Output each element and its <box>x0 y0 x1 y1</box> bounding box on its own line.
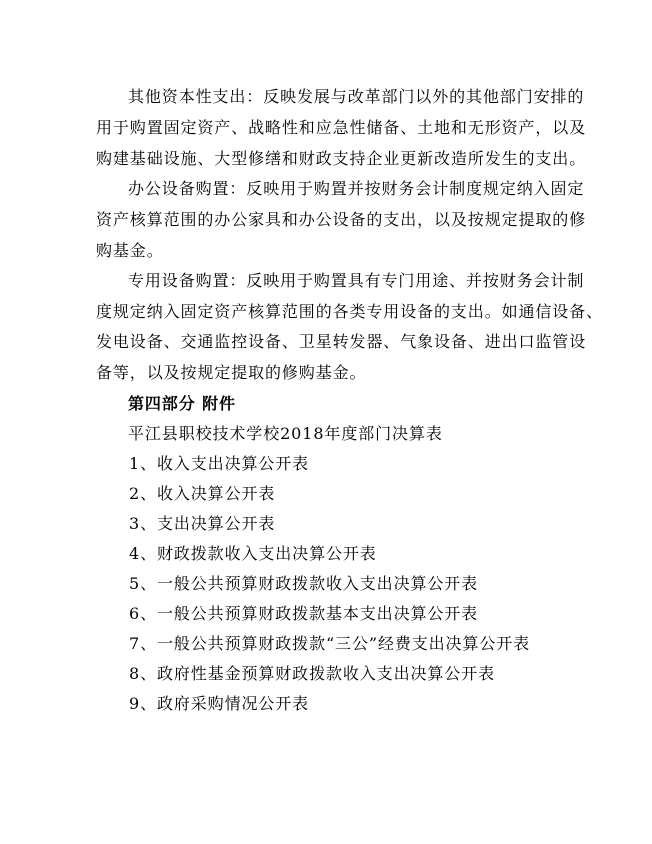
paragraph-special-equipment-line-2: 度规定纳入固定资产核算范围的各类专用设备的支出。如通信设备、 <box>96 302 604 321</box>
section-heading: 第四部分 附件 <box>128 394 236 413</box>
paragraph-special-equipment-line-1: 专用设备购置：反映用于购置具有专门用途、并按财务会计制 <box>128 271 585 290</box>
attachment-list-item-9: 9、政府采购情况公开表 <box>129 694 310 713</box>
attachment-list-item-3: 3、支出决算公开表 <box>129 514 276 533</box>
section-subtitle: 平江县职校技术学校2018年度部门决算表 <box>128 424 443 443</box>
attachment-list-item-4: 4、财政拨款收入支出决算公开表 <box>129 544 377 563</box>
attachment-list-item-8: 8、政府性基金预算财政拨款收入支出决算公开表 <box>129 664 495 683</box>
attachment-list-item-1: 1、收入支出决算公开表 <box>129 454 310 473</box>
paragraph-other-capital-line-3: 购建基础设施、大型修缮和财政支持企业更新改造所发生的支出。 <box>96 149 587 168</box>
paragraph-special-equipment-line-3: 发电设备、交通监控设备、卫星转发器、气象设备、进出口监管设 <box>96 332 587 351</box>
paragraph-office-equipment-line-3: 购基金。 <box>96 241 164 260</box>
attachment-list-item-7: 7、一般公共预算财政拨款“三公”经费支出决算公开表 <box>129 634 531 653</box>
paragraph-special-equipment-line-4: 备等，以及按规定提取的修购基金。 <box>96 363 367 382</box>
paragraph-other-capital-line-1: 其他资本性支出：反映发展与改革部门以外的其他部门安排的 <box>128 87 585 106</box>
paragraph-office-equipment-line-1: 办公设备购置：反映用于购置并按财务会计制度规定纳入固定 <box>128 179 585 198</box>
attachment-list-item-6: 6、一般公共预算财政拨款基本支出决算公开表 <box>129 604 479 623</box>
attachment-list-item-5: 5、一般公共预算财政拨款收入支出决算公开表 <box>129 574 479 593</box>
paragraph-office-equipment-line-2: 资产核算范围的办公家具和办公设备的支出，以及按规定提取的修 <box>96 210 587 229</box>
paragraph-other-capital-line-2: 用于购置固定资产、战略性和应急性储备、土地和无形资产，以及 <box>96 118 587 137</box>
attachment-list-item-2: 2、收入决算公开表 <box>129 484 276 503</box>
